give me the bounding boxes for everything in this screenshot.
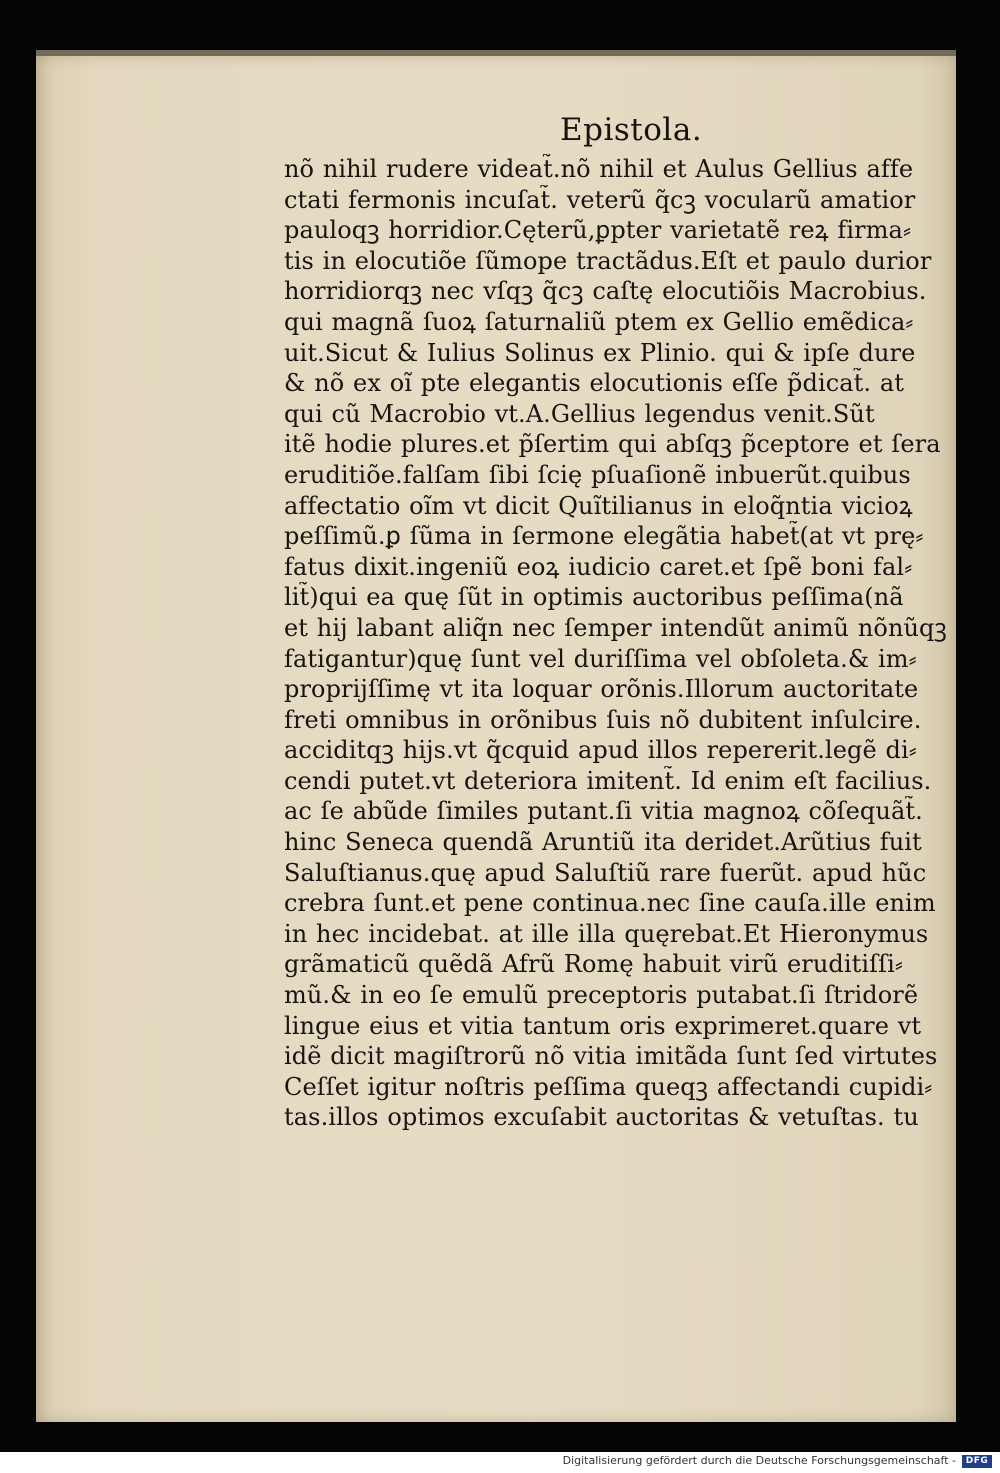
text-line: peſſimũ.ꝑ ſũma in ſermone elegãtia habet̃(at vt prę⸗: [284, 522, 924, 551]
text-line: Ceſſet igitur noſtris peſſima queqꝫ affectandi cupidi⸗: [284, 1072, 933, 1101]
text-line: qui cũ Macrobio vt.A.Gellius legendus venit.Sũt: [284, 399, 875, 428]
text-line: uit.Sicut & Iulius Solinus ex Plinio. qui & ipſe dure: [284, 338, 916, 367]
text-line: acciditqꝫ hijs.vt q̃cquid apud illos repererit.legẽ di⸗: [284, 736, 917, 765]
funding-credit: Digitalisierung gefördert durch die Deutsche Forschungsgemeinschaft -: [562, 1454, 956, 1467]
text-line: pauloqꝫ horridior.Cęterũ,ꝑpter varietatẽ reꝝ firma⸗: [284, 216, 912, 245]
text-line: qui magnã ſuoꝝ ſaturnaliũ ptem ex Gellio emẽdica⸗: [284, 307, 914, 336]
text-line: tas.illos optimos excuſabit auctoritas & vetuſtas. tu: [284, 1103, 919, 1132]
text-line: ctati fermonis incuſat̃. veterũ q̃cꝫ vocularũ amatior: [284, 185, 916, 214]
text-line: ac ſe abũde ſimiles putant.ſi vitia magnoꝝ cõſequãt̃.: [284, 797, 923, 826]
text-line: affectatio oĩm vt dicit Quĩtilianus in eloq̃ntia vicioꝝ: [284, 491, 913, 520]
text-line: hinc Seneca quendã Aruntiũ ita deridet.Arũtius fuit: [284, 828, 922, 857]
text-line: lingue eius et vitia tantum oris exprimeret.quare vt: [284, 1011, 922, 1040]
text-line: cendi putet.vt deteriora imitent̃. Id enim eſt facilius.: [284, 766, 932, 795]
text-line: fatigantur)quę ſunt vel duriſſima vel obſoleta.& im⸗: [284, 644, 917, 673]
text-line: eruditiõe.falſam ſibi ſcię pſuaſionẽ inbuerũt.quibus: [284, 460, 911, 489]
text-line: grãmaticũ quẽdã Afrũ Romę habuit virũ eruditiſſi⸗: [284, 950, 903, 979]
gutter-shadow: [0, 56, 14, 1422]
text-line: idẽ dicit magiſtrorũ nõ vitia imitãda ſunt ſed virtutes: [284, 1042, 938, 1071]
text-line: tis in elocutiõe ſũmope tractãdus.Eſt et paulo durior: [284, 246, 932, 275]
text-line: Saluſtianus.quę apud Saluſtiũ rare fuerũt. apud hũc: [284, 858, 927, 887]
text-line: & nõ ex oĩ pte elegantis elocutionis eſſe p̃dicat̃. at: [284, 369, 905, 398]
text-line: crebra ſunt.et pene continua.nec ſine cauſa.ille enim: [284, 889, 936, 918]
text-line: fatus dixit.ingeniũ eoꝝ iudicio caret.et ſpẽ boni fal⸗: [284, 552, 913, 581]
text-line: freti omnibus in orõnibus ſuis nõ dubitent inſulcire.: [284, 705, 922, 734]
text-line: horridiorqꝫ nec vſqꝫ q̃cꝫ caſtę elocutiõis Macrobius.: [284, 277, 927, 306]
text-line: itẽ hodie plures.et p̃ſertim qui abſqꝫ p̃ceptore et ſera: [284, 430, 941, 459]
text-line: et hij labant aliq̃n nec ſemper intendũt animũ nõnũqꝫ: [284, 613, 947, 642]
text-line: in hec incidebat. at ille illa quęrebat.Et Hieronymus: [284, 919, 929, 948]
text-line: nõ nihil rudere videat̃.nõ nihil et Aulus Gellius affe: [284, 155, 914, 183]
dfg-logo: DFG: [962, 1455, 992, 1468]
text-block: [284, 154, 954, 1133]
text-line: mũ.& in eo ſe emulũ preceptoris putabat.ſi ſtridorẽ: [284, 981, 919, 1010]
running-head: Epistola.: [560, 112, 703, 148]
text-line: lit̃)qui ea quę ſũt in optimis auctoribus peſſima(nã: [284, 583, 904, 612]
text-line: proprijſſimę vt ita loquar orõnis.Illorum auctoritate: [284, 675, 919, 704]
